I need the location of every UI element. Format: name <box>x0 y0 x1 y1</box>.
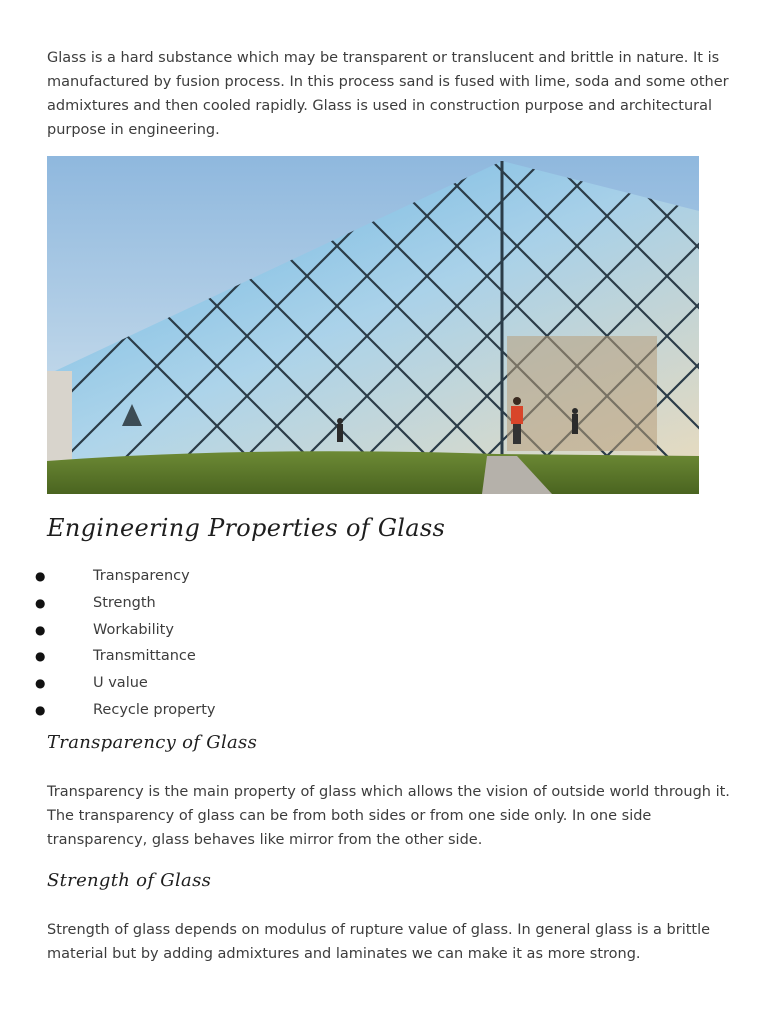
bullet-icon: ● <box>35 702 46 717</box>
main-heading: Engineering Properties of Glass <box>47 514 446 542</box>
strength-heading: Strength of Glass <box>47 870 212 891</box>
transparency-paragraph: Transparency is the main property of glass which allows the vision of outside world through it. The transparency of glass can be from both sides or from one side only. In one side transparency, glass behaves like mirror from the other side. <box>47 784 730 848</box>
bullet-icon: ● <box>35 569 46 583</box>
strength-paragraph: Strength of glass depends on modulus of rupture value of glass. In general glass is a brittle material but by adding admixtures and laminates we can make it as more strong. <box>47 922 711 962</box>
bullet-icon: ● <box>35 622 46 637</box>
glass-building-photo <box>47 156 699 494</box>
intro-paragraph: Glass is a hard substance which may be transparent or translucent and brittle in nature. It is manufactured by fusion process. In this process sand is fused with lime, soda and some other admixtures and then cooled rapidly. Glass is used in construction purpose and architectural purpose in engineering. <box>47 50 729 138</box>
transparency-heading: Transparency of Glass <box>47 732 258 753</box>
bullet-icon: ● <box>35 595 46 610</box>
bullet-icon: ● <box>35 676 46 691</box>
bullet-icon: ● <box>35 649 46 664</box>
